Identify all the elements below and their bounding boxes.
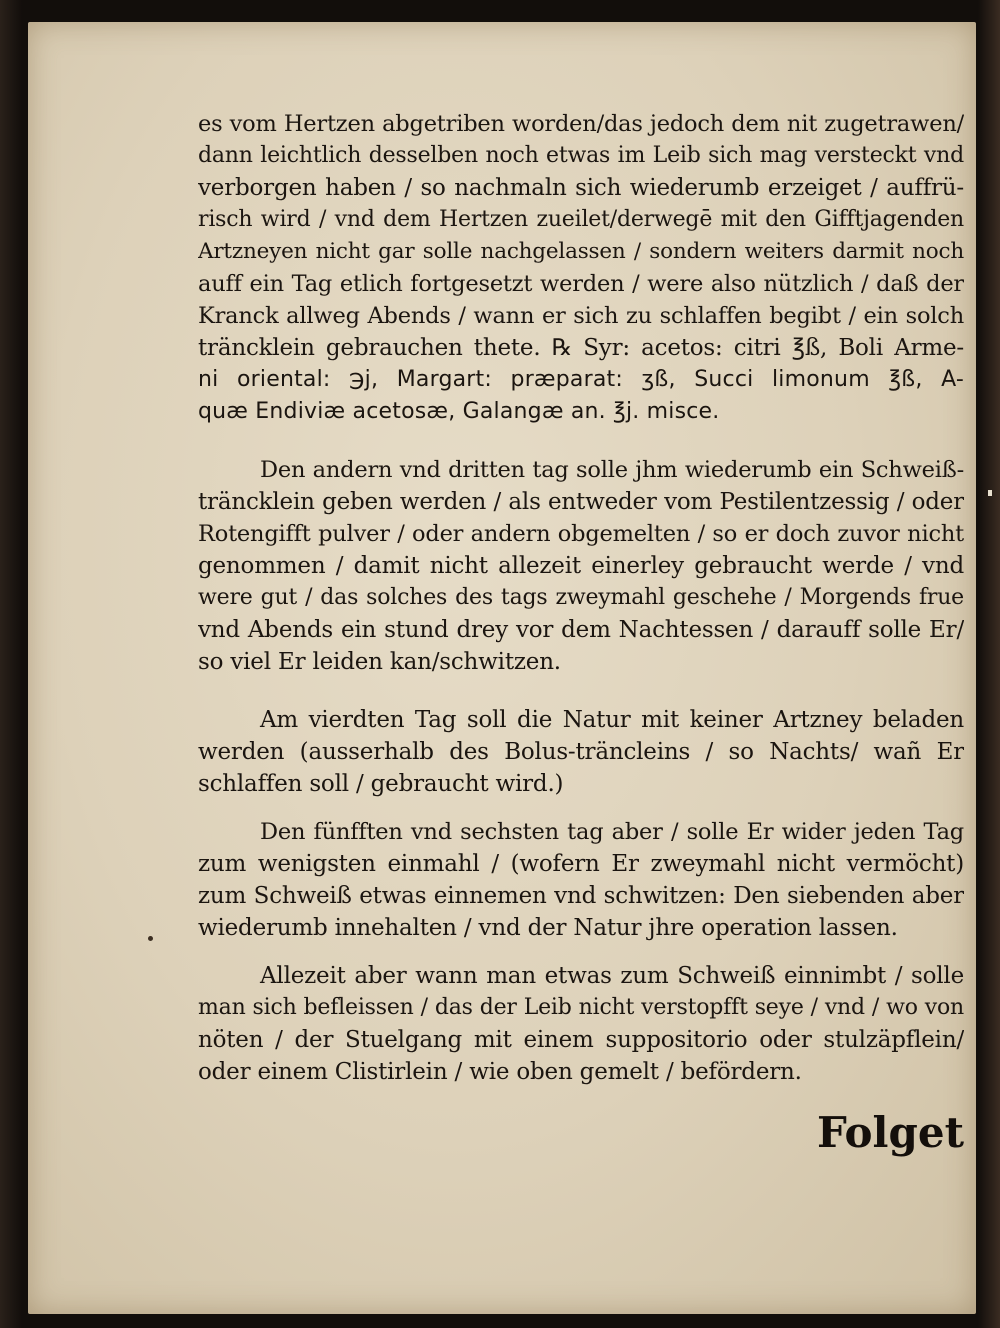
- text-line: were gut / das solches des tags zweymahl geschehe / Morgends frue: [198, 585, 964, 610]
- text-line: es vom Hertzen abgetriben worden/das jedoch dem nit zugetrawen/: [198, 111, 964, 137]
- text-line: man sich befleissen / das der Leib nicht verstopfft seye / vnd / wo von: [198, 995, 964, 1020]
- text-line: ni oriental: ℈j, Margart: præparat: ʒß, Succi limonum ℥ß, A-: [198, 367, 964, 392]
- text-line: Artzneyen nicht gar solle nachgelassen / sondern weiters darmit noch: [198, 239, 964, 264]
- text-line: zum Schweiß etwas einnemen vnd schwitzen: Den siebenden aber: [198, 883, 964, 909]
- text-line: Kranck allweg Abends / wann er sich zu schlaffen begibt / ein solch: [198, 303, 964, 329]
- text-line: schlaffen soll / gebraucht wird.): [198, 771, 564, 797]
- text-line: Am vierdten Tag soll die Natur mit keiner Artzney beladen: [260, 707, 964, 733]
- paragraph-2: [198, 454, 964, 678]
- text-line: Den fünfften vnd sechsten tag aber / solle Er wider jeden Tag: [260, 819, 964, 845]
- text-line: quæ Endiviæ acetosæ, Galangæ an. ℥j. misce.: [198, 399, 720, 424]
- text-line: wiederumb innehalten / vnd der Natur jhre operation lassen.: [198, 915, 898, 941]
- text-line: so viel Er leiden kan/schwitzen.: [198, 649, 561, 675]
- text-line: träncklein gebrauchen thete. ℞ Syr: acetos: citri ℥ß, Boli Arme-: [198, 335, 964, 361]
- text-line: dann leichtlich desselben noch etwas im Leib sich mag versteckt vnd: [198, 143, 964, 168]
- text-line: Rotengifft pulver / oder andern obgemelten / so er doch zuvor nicht: [198, 521, 964, 547]
- paragraph-4: [198, 816, 964, 944]
- edge-mark: [988, 490, 992, 496]
- text-line: genommen / damit nicht allezeit einerley gebraucht werde / vnd: [198, 553, 964, 579]
- paragraph-3: [198, 704, 964, 800]
- text-line: werden (ausserhalb des Bolus-träncleins / so Nachts/ wañ Er: [198, 739, 964, 765]
- text-line: verborgen haben / so nachmaln sich wiederumb erzeiget / auffrü-: [198, 175, 964, 201]
- text-line: oder einem Clistirlein / wie oben gemelt / befördern.: [198, 1059, 802, 1085]
- text-line: vnd Abends ein stund drey vor dem Nachtessen / darauff solle Er/: [198, 617, 964, 643]
- paragraph-1: [198, 108, 964, 428]
- text-line: auff ein Tag etlich fortgesetzt werden / were also nützlich / daß der: [198, 271, 964, 297]
- text-line: träncklein geben werden / als entweder vom Pestilentzessig / oder: [198, 489, 964, 515]
- text-line: Allezeit aber wann man etwas zum Schweiß einnimbt / solle: [260, 963, 964, 989]
- text-line: risch wird / vnd dem Hertzen zueilet/derwegē mit den Gifftjagenden: [198, 207, 964, 232]
- catchword: Folget: [817, 1108, 964, 1157]
- text-line: Den andern vnd dritten tag solle jhm wiederumb ein Schweiß-: [260, 457, 964, 483]
- paragraph-5: [198, 960, 964, 1088]
- text-line: zum wenigsten einmahl / (wofern Er zweymahl nicht vermöcht): [198, 851, 964, 877]
- text-line: nöten / der Stuelgang mit einem suppositorio oder stulzäpflein/: [198, 1027, 964, 1053]
- ink-speck: [148, 936, 153, 941]
